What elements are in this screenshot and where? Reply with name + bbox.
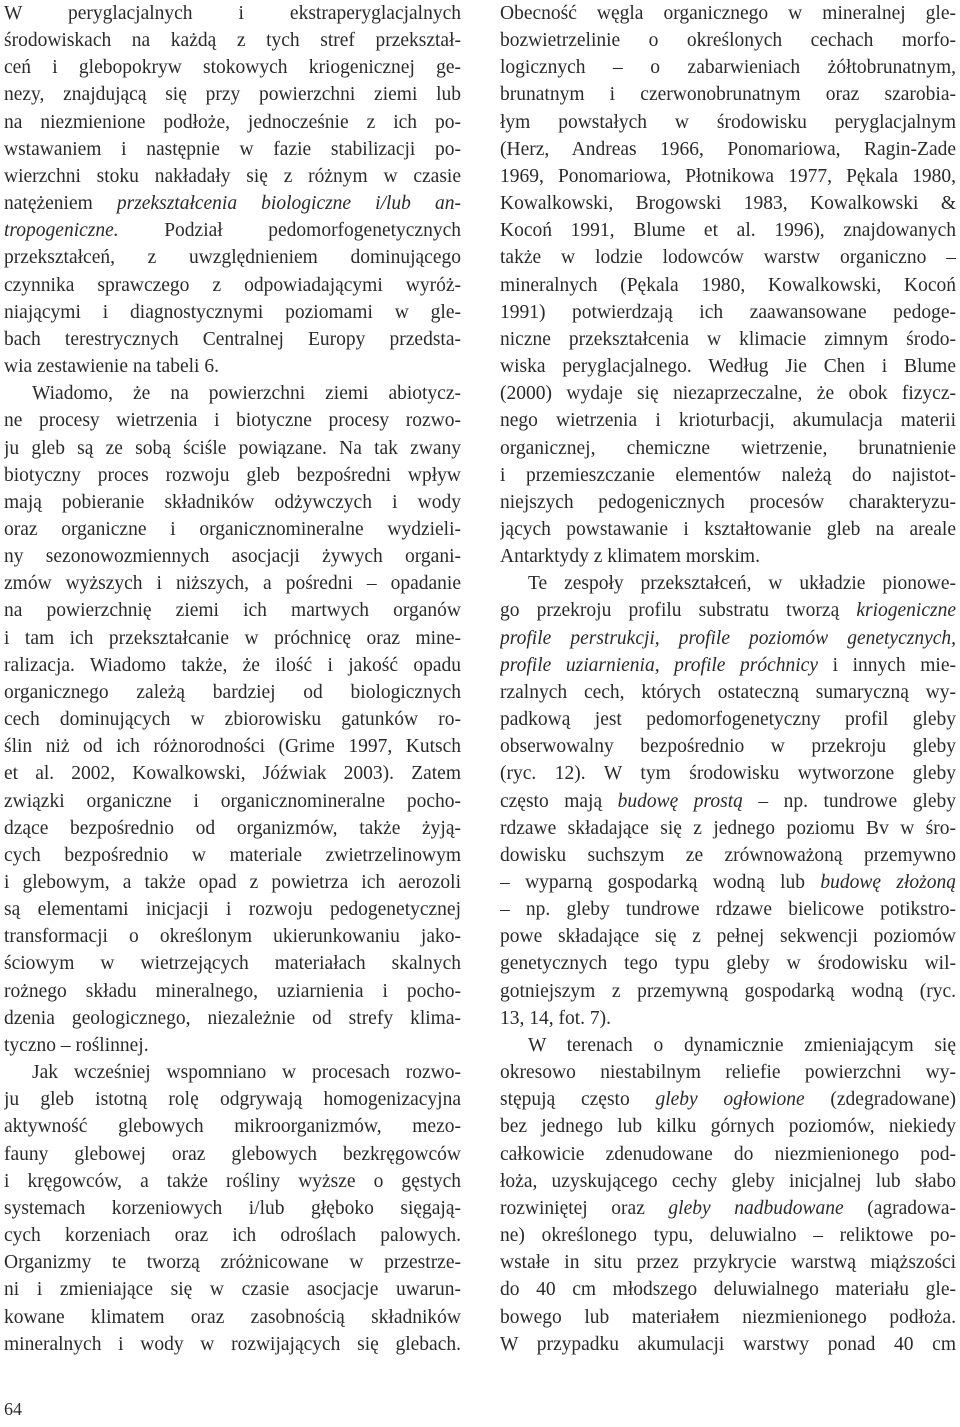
text-line: często mają budowę prostą – np. tundrowe gleby xyxy=(500,790,956,812)
paragraph xyxy=(500,1032,956,1358)
text-line: wia zestawienie na tabeli 6. xyxy=(4,356,219,378)
text-line: organicznego zależą bardziej od biologicznych xyxy=(4,681,461,703)
text-line: profile uziarnienia, profile próchnicy i innych mie- xyxy=(500,654,956,676)
text-line: logicznych – o zabarwieniach żółtobrunatnym, xyxy=(500,57,956,79)
text-line: Wiadomo, że na powierzchni ziemi abiotycz- xyxy=(32,383,461,405)
text-line: organicznej, chemiczne wietrzenie, brunatnienie xyxy=(500,437,956,459)
text-line: przekształceń, z uwzględnieniem dominującego xyxy=(4,247,461,269)
text-line: nego wietrzenia i krioturbacji, akumulacja materii xyxy=(500,410,956,432)
text-line: wierzchni stoku nakładały się z różnym w czasie xyxy=(4,165,461,187)
text-line: i przemieszczanie elementów należą do najistot- xyxy=(500,464,956,486)
text-line: cych bezpośrednio w materiale zwietrzelinowym xyxy=(4,844,461,866)
text-line: ne) określonego typu, deluwialno – reliktowe po- xyxy=(500,1225,956,1247)
text-line: ju gleb istotną rolę odgrywają homogenizacyjna xyxy=(4,1089,461,1111)
text-line: go przekroju profilu substratu tworzą kriogeniczne xyxy=(500,600,956,622)
text-line: niającymi i diagnostycznymi poziomami w gle- xyxy=(4,301,461,323)
text-line: W terenach o dynamicznie zmieniającym się xyxy=(528,1034,956,1056)
text-line: nezy, znajdującą się przy powierzchni ziemi lub xyxy=(4,84,461,106)
text-line: 1991) potwierdzają ich zaawansowane pedoge- xyxy=(500,301,956,323)
page-number: 64 xyxy=(4,1399,22,1419)
text-line: cech dominujących w zbiorowisku gatunków ro- xyxy=(4,709,461,731)
text-line: wiska peryglacjalnego. Według Jie Chen i Blume xyxy=(500,356,956,378)
text-line: bez jednego lub kilku górnych poziomów, niekiedy xyxy=(500,1116,956,1138)
text-line: Organizmy te tworzą zróżnicowane w przestrze- xyxy=(4,1252,461,1274)
text-line: łoża, uzyskującego cechy gleby inicjalnej lub słabo xyxy=(500,1170,956,1192)
text-line: na powierzchnię ziemi ich martwych organów xyxy=(4,600,461,622)
text-line: rozwiniętej oraz gleby nadbudowane (agradowa- xyxy=(500,1197,956,1219)
text-line: mają pobieranie składników odżywczych i wody xyxy=(4,491,461,513)
text-line: Obecność węgla organicznego w mineralnej gle- xyxy=(500,3,956,24)
text-line: bowego lub materiałem niezmienionego podłoża. xyxy=(500,1306,956,1328)
text-line: jących powstawanie i kształtowanie gleb na areale xyxy=(500,518,956,540)
text-line: niejszych pedogenicznych procesów charakteryzu- xyxy=(500,491,956,513)
text-line: rożnego składu mineralnego, uziarnienia i pocho- xyxy=(4,980,461,1002)
text-line: tropogeniczne. Podział pedomorfogenetycznych xyxy=(4,220,461,242)
text-line: Antarktydy z klimatem morskim. xyxy=(500,546,760,568)
text-line: także w lodzie lodowców warstw organiczno – xyxy=(500,247,956,269)
text-line: rzalnych cech, których ostateczną sumaryczną wy- xyxy=(500,681,956,703)
text-line: (2000) wydaje się niezaprzeczalne, że obok fizycz- xyxy=(500,383,956,405)
paragraph xyxy=(4,380,461,1059)
text-line: Kowalkowski, Brogowski 1983, Kowalkowski & xyxy=(500,193,956,215)
text-line: genetycznych tego typu gleby w środowisku wil- xyxy=(500,953,956,975)
text-line: na niezmienione podłoże, jednocześnie z ich po- xyxy=(4,111,461,133)
text-line: 1969, Ponomariowa, Płotnikowa 1977, Pękala 1980, xyxy=(500,165,956,187)
text-line: transformacji o określonym ukierunkowaniu jako- xyxy=(4,926,461,948)
text-line: ściowym w wietrzejących materiałach skalnych xyxy=(4,953,461,975)
text-line: W peryglacjalnych i ekstraperyglacjalnych xyxy=(4,3,461,24)
text-line: ni i zmieniające się w czasie asocjacje uwarun- xyxy=(4,1279,461,1301)
text-line: fauny glebowej oraz glebowych bezkręgowców xyxy=(4,1143,461,1165)
text-line: brunatnym i czerwonobrunatnym oraz szarobia- xyxy=(500,84,956,106)
text-line: i glebowym, a także opad z powietrza ich aerozoli xyxy=(4,872,461,893)
text-line: ślin niż od ich różnorodności (Grime 1997, Kutsch xyxy=(4,736,461,758)
text-line: i kręgowców, a także rośliny wyższe o gęstych xyxy=(4,1170,461,1192)
text-line: padkową jest pedomorfogenetyczny profil gleby xyxy=(500,709,956,731)
text-line: wstawaniem i następnie w fazie stabilizacji po- xyxy=(4,138,461,160)
text-line: et al. 2002, Kowalkowski, Jóźwiak 2003). Zatem xyxy=(4,763,461,785)
text-line: – np. gleby tundrowe rdzawe bielicowe potikstro- xyxy=(500,899,956,921)
text-line: i tam ich przekształcanie w próchnicę oraz mine- xyxy=(4,627,461,649)
text-line: – wyparną gospodarką wodną lub budowę złożoną xyxy=(500,872,956,893)
text-line: obserwowalny bezpośrednio w przekroju gleby xyxy=(500,736,956,758)
text-line: aktywność glebowych mikroorganizmów, mezo- xyxy=(4,1116,461,1138)
text-line: niczne przekształcenia w klimacie zimnym środo- xyxy=(500,328,956,350)
text-line: mineralnych (Pękala 1980, Kowalkowski, Kocoń xyxy=(500,274,956,296)
text-line: ny sezonowozmiennych asocjacji żywych organi- xyxy=(4,546,461,568)
text-line: związki organiczne i organicznomineralne pocho- xyxy=(4,790,461,812)
text-line: ne procesy wietrzenia i biotyczne procesy rozwo- xyxy=(4,410,461,432)
paragraph xyxy=(500,570,956,1032)
text-line: kowane klimatem oraz zasobnością składników xyxy=(4,1306,461,1328)
text-line: okresowo niestabilnym reliefie powierzchni wy- xyxy=(500,1062,956,1084)
paragraph xyxy=(4,0,461,380)
text-line: dowisku suchszym ze zrównoważoną przemywno xyxy=(500,844,956,866)
text-line: wstałe in situ przez przykrycie warstwą miąższości xyxy=(500,1252,956,1274)
text-line: czynnika sprawczego z odpowiadającymi wyróż- xyxy=(4,274,461,296)
text-line: bozwietrzelinie o określonych cechach morfo- xyxy=(500,30,956,52)
text-line: (Herz, Andreas 1966, Ponomariowa, Ragin-Zade xyxy=(500,138,956,160)
text-line: bach terestrycznych Centralnej Europy przedsta- xyxy=(4,328,461,350)
text-line: (ryc. 12). W tym środowisku wytworzone gleby xyxy=(500,763,956,785)
text-line: systemach korzeniowych i/lub głęboko sięgają- xyxy=(4,1197,461,1219)
text-line: rdzawe składające się z jednego poziomu Bv w śro- xyxy=(500,817,956,839)
text-line: Te zespoły przekształceń, w układzie pionowe- xyxy=(528,573,956,595)
text-line: do 40 cm młodszego deluwialnego materiału gle- xyxy=(500,1279,956,1301)
text-line: zmów wyższych i niższych, a pośredni – opadanie xyxy=(4,573,461,595)
text-line: są elementami inicjacji i rozwoju pedogenetycznej xyxy=(4,899,461,921)
text-line: 13, 14, fot. 7). xyxy=(500,1007,612,1029)
text-line: cych korzeniach oraz ich odroślach palowych. xyxy=(4,1225,461,1247)
text-line: profile perstrukcji, profile poziomów genetycznych, xyxy=(500,627,956,649)
text-line: powe składające się z pełnej sekwencji poziomów xyxy=(500,926,956,948)
text-line: biotyczny proces rozwoju gleb bezpośredni wpływ xyxy=(4,464,461,486)
text-line: ceń i glebopokryw stokowych kriogenicznej ge- xyxy=(4,57,461,79)
text-line: dzenia geologicznego, niezależnie od strefy klima- xyxy=(4,1007,461,1029)
text-line: natężeniem przekształcenia biologiczne i/lub an- xyxy=(4,193,461,215)
text-line: oraz organiczne i organicznomineralne wydzieli- xyxy=(4,518,461,540)
text-line: ju gleb są ze sobą ściśle powiązane. Na tak zwany xyxy=(4,437,461,459)
right-column xyxy=(500,0,956,1358)
text-line: gotniejszym z przemywną gospodarką wodną (ryc. xyxy=(500,980,956,1002)
text-line: Kocoń 1991, Blume et al. 1996), znajdowanych xyxy=(500,220,956,242)
paragraph xyxy=(500,0,956,570)
text-line: łym powstałych w środowisku peryglacjalnym xyxy=(500,111,956,133)
text-line: środowiskach na każdą z tych stref przekształ- xyxy=(4,30,461,52)
text-line: W przypadku akumulacji warstwy ponad 40 cm xyxy=(500,1333,956,1355)
text-line: ralizacja. Wiadomo także, że ilość i jakość opadu xyxy=(4,654,461,676)
text-line: dzące bezpośrednio od organizmów, także żyją- xyxy=(4,817,461,839)
text-line: całkowicie zdenudowane do niezmienionego pod- xyxy=(500,1143,956,1165)
text-line: mineralnych i wody w rozwijających się glebach. xyxy=(4,1333,461,1355)
paragraph xyxy=(4,1059,461,1358)
left-column xyxy=(4,0,461,1358)
text-line: tyczno – roślinnej. xyxy=(4,1034,149,1056)
text-line: Jak wcześniej wspomniano w procesach rozwo- xyxy=(32,1062,461,1084)
text-line: stępują często gleby ogłowione (zdegradowane) xyxy=(500,1089,956,1111)
